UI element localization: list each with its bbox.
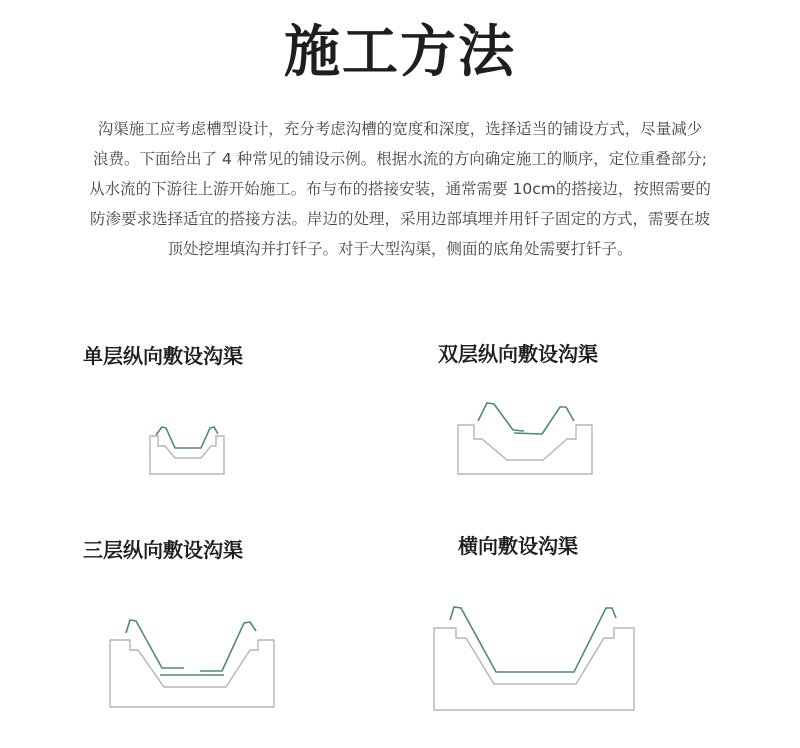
geomembrane-liner-1 — [450, 607, 616, 672]
trench-ground-outline — [110, 640, 274, 707]
single-layer-trench-diagram — [146, 422, 230, 478]
page-title: 施工方法 — [284, 20, 516, 85]
example-label-triple-layer: 三层纵向敷设沟渠 — [83, 538, 243, 562]
double-layer-trench-diagram — [452, 397, 598, 479]
geomembrane-liner-3 — [200, 622, 256, 671]
trench-ground-outline — [434, 628, 634, 710]
trench-ground-outline — [458, 425, 592, 474]
example-label-double-layer: 双层纵向敷设沟渠 — [438, 342, 598, 366]
paragraph-line: 沟渠施工应考虑槽型设计，充分考虑沟槽的宽度和深度，选择适当的铺设方式，尽量减少 — [97, 120, 703, 138]
horizontal-trench-diagram — [430, 600, 640, 714]
triple-layer-trench-diagram — [104, 613, 280, 713]
paragraph-line: 防渗要求选择适宜的搭接方法。岸边的处理，采用边部填埋并用钎子固定的方式，需要在坡 — [89, 210, 710, 228]
trench-ground-outline — [150, 436, 224, 474]
geomembrane-liner-1 — [156, 427, 218, 448]
geomembrane-liner-1 — [478, 403, 524, 431]
intro-paragraph — [40, 114, 760, 264]
paragraph-line: 从水流的下游往上游开始施工。布与布的搭接安装，通常需要 10cm的搭接边，按照需要的 — [89, 180, 711, 198]
paragraph-line: 顶处挖埋填沟并打钎子。对于大型沟渠，侧面的底角处需要打钎子。 — [167, 240, 633, 258]
example-label-single-layer: 单层纵向敷设沟渠 — [83, 344, 243, 368]
geomembrane-liner-2 — [514, 407, 574, 434]
paragraph-line: 浪费。下面给出了 4 种常见的铺设示例。根据水流的方向确定施工的顺序，定位重叠部分; — [93, 150, 707, 168]
example-label-horizontal: 横向敷设沟渠 — [458, 534, 578, 558]
geomembrane-liner-1 — [126, 620, 184, 668]
